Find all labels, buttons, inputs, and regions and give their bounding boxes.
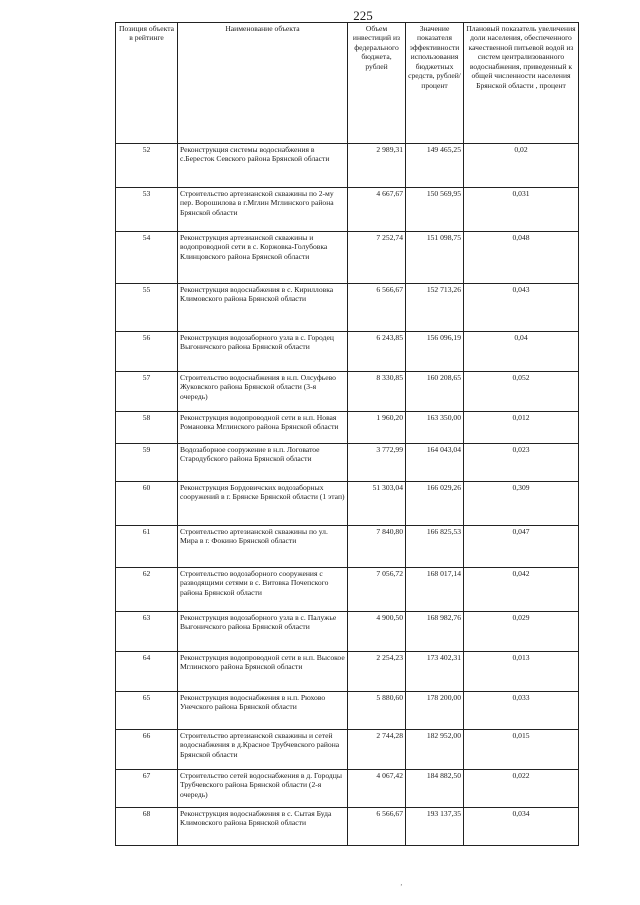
row-object-name: Строительство артезианской скважины по ул. Мира в г. Фокино Брянской области [178,526,348,568]
row-position: 61 [116,526,178,568]
row-investment: 2 744,28 [348,730,406,770]
row-object-name: Реконструкция водопроводной сети в н.п. Новая Романовка Мглинского района Брянской области [178,412,348,444]
row-position: 62 [116,568,178,612]
row-object-name: Реконструкция системы водоснабжения в с.Бересток Севского района Брянской области [178,144,348,188]
row-efficiency: 163 350,00 [406,412,464,444]
row-investment: 7 252,74 [348,232,406,284]
row-position: 66 [116,730,178,770]
row-efficiency: 156 096,19 [406,332,464,372]
row-position: 54 [116,232,178,284]
row-object-name: Реконструкция водозаборного узла в с. Палужье Выгоничского района Брянской области [178,612,348,652]
row-object-name: Реконструкция Бордовичских водозаборных сооружений в г. Брянске Брянской области (1 этап) [178,482,348,526]
row-object-name: Строительство артезианской скважины по 2-му пер. Ворошилова в г.Мглин Мглинского района Брянской области [178,188,348,232]
row-efficiency: 184 882,50 [406,770,464,808]
row-position: 68 [116,808,178,846]
table-row [116,144,579,188]
row-efficiency: 166 825,53 [406,526,464,568]
table-row [116,612,579,652]
row-efficiency: 149 465,25 [406,144,464,188]
table-row [116,482,579,526]
table-body [116,144,579,846]
row-investment: 7 056,72 [348,568,406,612]
row-indicator: 0,052 [464,372,579,412]
row-indicator: 0,033 [464,692,579,730]
scan-mark: ‚ [400,878,403,887]
row-indicator: 0,042 [464,568,579,612]
row-investment: 5 880,60 [348,692,406,730]
table-row [116,372,579,412]
row-position: 52 [116,144,178,188]
row-object-name: Строительство водоснабжения в н.п. Олсуфьево Жуковского района Брянской области (3-я очередь) [178,372,348,412]
row-indicator: 0,02 [464,144,579,188]
row-investment: 6 566,67 [348,284,406,332]
table-row [116,526,579,568]
header-investment: Объем инвестиций из федерального бюджета, рублей [348,23,406,144]
header-position: Позиция объекта в рейтинге [116,23,178,144]
table-row [116,188,579,232]
table-row [116,568,579,612]
row-investment: 51 303,04 [348,482,406,526]
row-indicator: 0,309 [464,482,579,526]
table-row [116,692,579,730]
row-position: 59 [116,444,178,482]
row-object-name: Реконструкция водоснабжения в с. Кирилловка Климовского района Брянской области [178,284,348,332]
row-indicator: 0,04 [464,332,579,372]
row-indicator: 0,012 [464,412,579,444]
row-position: 58 [116,412,178,444]
row-position: 64 [116,652,178,692]
table-row [116,412,579,444]
page-number: 225 [353,8,373,23]
row-object-name: Строительство артезианской скважины и сетей водоснабжения в д.Красное Трубчевского района Брянской области [178,730,348,770]
row-indicator: 0,034 [464,808,579,846]
row-efficiency: 160 208,65 [406,372,464,412]
row-indicator: 0,029 [464,612,579,652]
row-indicator: 0,047 [464,526,579,568]
row-position: 63 [116,612,178,652]
row-indicator: 0,048 [464,232,579,284]
row-investment: 7 840,80 [348,526,406,568]
row-indicator: 0,043 [464,284,579,332]
row-investment: 4 067,42 [348,770,406,808]
row-object-name: Реконструкция водопроводной сети в н.п. Высокое Мглинского района Брянской области [178,652,348,692]
row-investment: 1 960,20 [348,412,406,444]
row-indicator: 0,022 [464,770,579,808]
row-efficiency: 168 017,14 [406,568,464,612]
row-position: 56 [116,332,178,372]
table-row [116,284,579,332]
row-investment: 6 566,67 [348,808,406,846]
row-position: 57 [116,372,178,412]
row-position: 53 [116,188,178,232]
table-header-row [116,23,579,144]
row-efficiency: 193 137,35 [406,808,464,846]
row-investment: 2 989,31 [348,144,406,188]
rating-table [115,22,579,846]
header-indicator: Плановый показатель увеличения доли населения, обеспеченного качественной питьевой водой из систем централизованного водоснабжения, приведенный к общей численности населения Брянской области , процент [464,23,579,144]
row-indicator: 0,015 [464,730,579,770]
row-indicator: 0,031 [464,188,579,232]
row-efficiency: 151 098,75 [406,232,464,284]
row-efficiency: 173 402,31 [406,652,464,692]
table-row [116,444,579,482]
row-object-name: Реконструкция водоснабжения в с. Сытая Буда Климовского района Брянской области [178,808,348,846]
row-position: 55 [116,284,178,332]
row-investment: 4 900,50 [348,612,406,652]
row-object-name: Реконструкция водоснабжения в н.п. Рюхово Унечского района Брянской области [178,692,348,730]
row-position: 65 [116,692,178,730]
row-investment: 8 330,85 [348,372,406,412]
row-efficiency: 166 029,26 [406,482,464,526]
header-efficiency: Значение показателя эффективности использования бюджетных средств, рублей/процент [406,23,464,144]
row-investment: 2 254,23 [348,652,406,692]
row-object-name: Реконструкция артезианской скважины и водопроводной сети в с. Коржовка-Голубовка Клинцовского района Брянской области [178,232,348,284]
header-object-name: Наименование объекта [178,23,348,144]
row-efficiency: 178 200,00 [406,692,464,730]
row-object-name: Строительство сетей водоснабжения в д. Городцы Трубчевского района Брянской области (2-я очередь) [178,770,348,808]
row-investment: 3 772,99 [348,444,406,482]
row-position: 60 [116,482,178,526]
row-efficiency: 152 713,26 [406,284,464,332]
table-row [116,770,579,808]
table-row [116,232,579,284]
row-object-name: Строительство водозаборного сооружения с разводящими сетями в с. Витовка Почепского района Брянской области [178,568,348,612]
row-object-name: Водозаборное сооружение в н.п. Логоватое Стародубского района Брянской области [178,444,348,482]
table-row [116,652,579,692]
table-row [116,332,579,372]
row-indicator: 0,013 [464,652,579,692]
row-object-name: Реконструкция водозаборного узла в с. Городец Выгоничского района Брянской области [178,332,348,372]
row-efficiency: 150 569,95 [406,188,464,232]
table-row [116,730,579,770]
row-investment: 6 243,85 [348,332,406,372]
table-row [116,808,579,846]
row-efficiency: 164 043,04 [406,444,464,482]
row-investment: 4 667,67 [348,188,406,232]
row-indicator: 0,023 [464,444,579,482]
row-efficiency: 168 982,76 [406,612,464,652]
row-efficiency: 182 952,00 [406,730,464,770]
row-position: 67 [116,770,178,808]
